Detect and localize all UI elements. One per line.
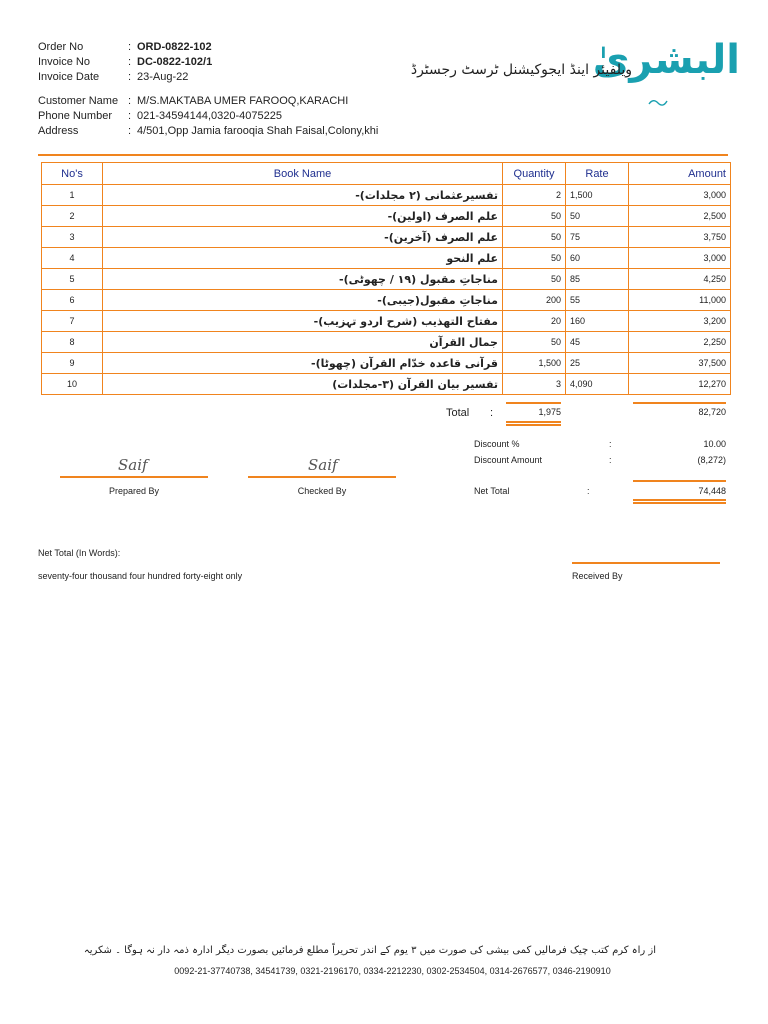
colon: : [128, 110, 132, 122]
cell-rate: 60 [566, 248, 629, 269]
colon: : [128, 95, 132, 107]
cell-qty: 50 [503, 269, 566, 290]
total-qty-value: 1,975 [538, 407, 561, 417]
cell-book: جمال القرآن [103, 332, 503, 353]
cell-qty: 2 [503, 185, 566, 206]
table-row [42, 248, 731, 269]
cell-qty: 1,500 [503, 353, 566, 374]
logo-subtitle: ویلفیئر اینڈ ایجوکیشنل ٹرسٹ رجسٹرڈ [410, 62, 632, 78]
checked-by-label: Checked By [297, 486, 347, 496]
discount-amount-label: Discount Amount [474, 455, 543, 465]
invoice-date-label: Invoice Date [38, 71, 100, 83]
flourish-icon [647, 96, 669, 110]
cell-book: مفتاح التهذیب (شرح اردو تہزیب)- [103, 311, 503, 332]
trust-logo [410, 34, 740, 120]
discount-pct-colon: : [609, 439, 612, 449]
phone-number-value: 021-34594144,0320-4075225 [137, 110, 282, 122]
cell-qty: 50 [503, 227, 566, 248]
cell-amount: 4,250 [629, 269, 731, 290]
address-value: 4/501,Opp Jamia farooqia Shah Faisal,Colony,khi [137, 125, 379, 137]
table-row [42, 290, 731, 311]
total-amount-value: 82,720 [698, 407, 726, 417]
cell-book: قرآنی قاعدہ خدّام القرآن (چھوٹا)- [103, 353, 503, 374]
col-header-qty: Quantity [503, 163, 566, 185]
discount-amount-colon: : [609, 455, 612, 465]
cell-book: مناجاتِ مقبول(جیبی)- [103, 290, 503, 311]
net-total-words-value: seventy-four thousand four hundred forty-eight only [38, 571, 243, 581]
cell-rate: 160 [566, 311, 629, 332]
address-label: Address [38, 125, 79, 137]
cell-no: 10 [42, 374, 103, 395]
net-total-underline-2 [633, 502, 726, 504]
invoice-date-row [0, 70, 420, 85]
customer-name-row [0, 94, 440, 109]
cell-qty: 50 [503, 206, 566, 227]
table-row [42, 227, 731, 248]
address-row [0, 124, 440, 139]
cell-amount: 3,000 [629, 185, 731, 206]
cell-book: مناجاتِ مقبول (۱۹ / چھوٹی)- [103, 269, 503, 290]
cell-book: تفسیرعثمانی (۲ مجلدات)- [103, 185, 503, 206]
cell-no: 7 [42, 311, 103, 332]
invoice-no-row [0, 55, 420, 70]
colon: : [128, 56, 132, 68]
discount-pct-label: Discount % [474, 439, 520, 449]
cell-rate: 4,090 [566, 374, 629, 395]
footer-urdu-note: از راہ کرم کتب چیک فرمالیں کمی بیشی کی صورت میں ۳ یوم کے اندر تحریراً مطلع فرمائیں بصورت دیگر ادارہ ذمہ دار نہ ہوگا ۔ شکریہ [83, 945, 656, 956]
cell-qty: 50 [503, 248, 566, 269]
cell-amount: 11,000 [629, 290, 731, 311]
items-table [41, 162, 731, 395]
cell-no: 9 [42, 353, 103, 374]
col-header-no: No's [42, 163, 103, 185]
cell-no: 2 [42, 206, 103, 227]
checked-signature: Saif [308, 456, 338, 474]
cell-no: 1 [42, 185, 103, 206]
received-by-line [572, 562, 720, 564]
logo-title: البشریٰ [592, 37, 740, 83]
customer-name-label: Customer Name [38, 95, 119, 107]
table-row [42, 353, 731, 374]
cell-no: 6 [42, 290, 103, 311]
cell-qty: 20 [503, 311, 566, 332]
cell-rate: 75 [566, 227, 629, 248]
total-qty-topline [506, 402, 561, 404]
header-divider [38, 154, 728, 156]
net-total-topline [633, 480, 726, 482]
cell-amount: 3,200 [629, 311, 731, 332]
total-qty-underline [506, 421, 561, 423]
phone-number-row [0, 109, 440, 124]
customer-name-value: M/S.MAKTABA UMER FAROOQ,KARACHI [137, 95, 349, 107]
col-header-amount: Amount [629, 163, 731, 185]
col-header-book: Book Name [103, 163, 503, 185]
cell-rate: 55 [566, 290, 629, 311]
table-header-row [42, 163, 731, 185]
order-no-row [0, 40, 420, 55]
cell-no: 5 [42, 269, 103, 290]
net-total-words-label: Net Total (In Words): [38, 548, 121, 558]
cell-amount: 2,250 [629, 332, 731, 353]
cell-rate: 45 [566, 332, 629, 353]
cell-rate: 50 [566, 206, 629, 227]
net-total-label: Net Total [474, 486, 510, 496]
phone-number-label: Phone Number [38, 110, 112, 122]
table-row [42, 332, 731, 353]
cell-amount: 3,000 [629, 248, 731, 269]
net-total-colon: : [587, 486, 590, 496]
cell-qty: 3 [503, 374, 566, 395]
cell-no: 3 [42, 227, 103, 248]
invoice-no-label: Invoice No [38, 56, 90, 68]
discount-pct-value: 10.00 [703, 439, 726, 449]
cell-qty: 200 [503, 290, 566, 311]
cell-book: تفسیر بیان القرآن (۳-مجلدات) [103, 374, 503, 395]
discount-amount-value: (8,272) [697, 455, 726, 465]
checked-signature-line [248, 476, 396, 478]
cell-rate: 25 [566, 353, 629, 374]
colon: : [128, 125, 132, 137]
table-row [42, 374, 731, 395]
cell-amount: 12,270 [629, 374, 731, 395]
table-row [42, 311, 731, 332]
net-total-underline [633, 499, 726, 501]
cell-no: 8 [42, 332, 103, 353]
cell-amount: 37,500 [629, 353, 731, 374]
invoice-date-value: 23-Aug-22 [137, 71, 189, 83]
cell-rate: 85 [566, 269, 629, 290]
net-total-value: 74,448 [698, 486, 726, 496]
cell-book: علم الصرف (آخرین)- [103, 227, 503, 248]
total-amount-topline [633, 402, 726, 404]
table-row [42, 269, 731, 290]
cell-rate: 1,500 [566, 185, 629, 206]
total-label: Total [446, 407, 470, 419]
colon: : [128, 41, 132, 53]
cell-amount: 3,750 [629, 227, 731, 248]
prepared-signature: Saif [118, 456, 148, 474]
order-no-value: ORD-0822-102 [137, 41, 212, 53]
cell-book: علم الصرف (اولین)- [103, 206, 503, 227]
cell-qty: 50 [503, 332, 566, 353]
col-header-rate: Rate [566, 163, 629, 185]
invoice-no-value: DC-0822-102/1 [137, 56, 213, 68]
prepared-by-label: Prepared By [108, 486, 160, 496]
order-no-label: Order No [38, 41, 84, 53]
cell-book: علم النحو [103, 248, 503, 269]
colon: : [128, 71, 132, 83]
prepared-signature-line [60, 476, 208, 478]
received-by-label: Received By [572, 571, 623, 581]
footer-phones: 0092-21-37740738, 34541739, 0321-2196170, 0334-2212230, 0302-2534504, 0314-2676577, 0346-2190910 [174, 966, 611, 976]
total-qty-underline-2 [506, 424, 561, 426]
cell-amount: 2,500 [629, 206, 731, 227]
cell-no: 4 [42, 248, 103, 269]
table-row [42, 206, 731, 227]
total-colon: : [490, 407, 494, 419]
table-row [42, 185, 731, 206]
